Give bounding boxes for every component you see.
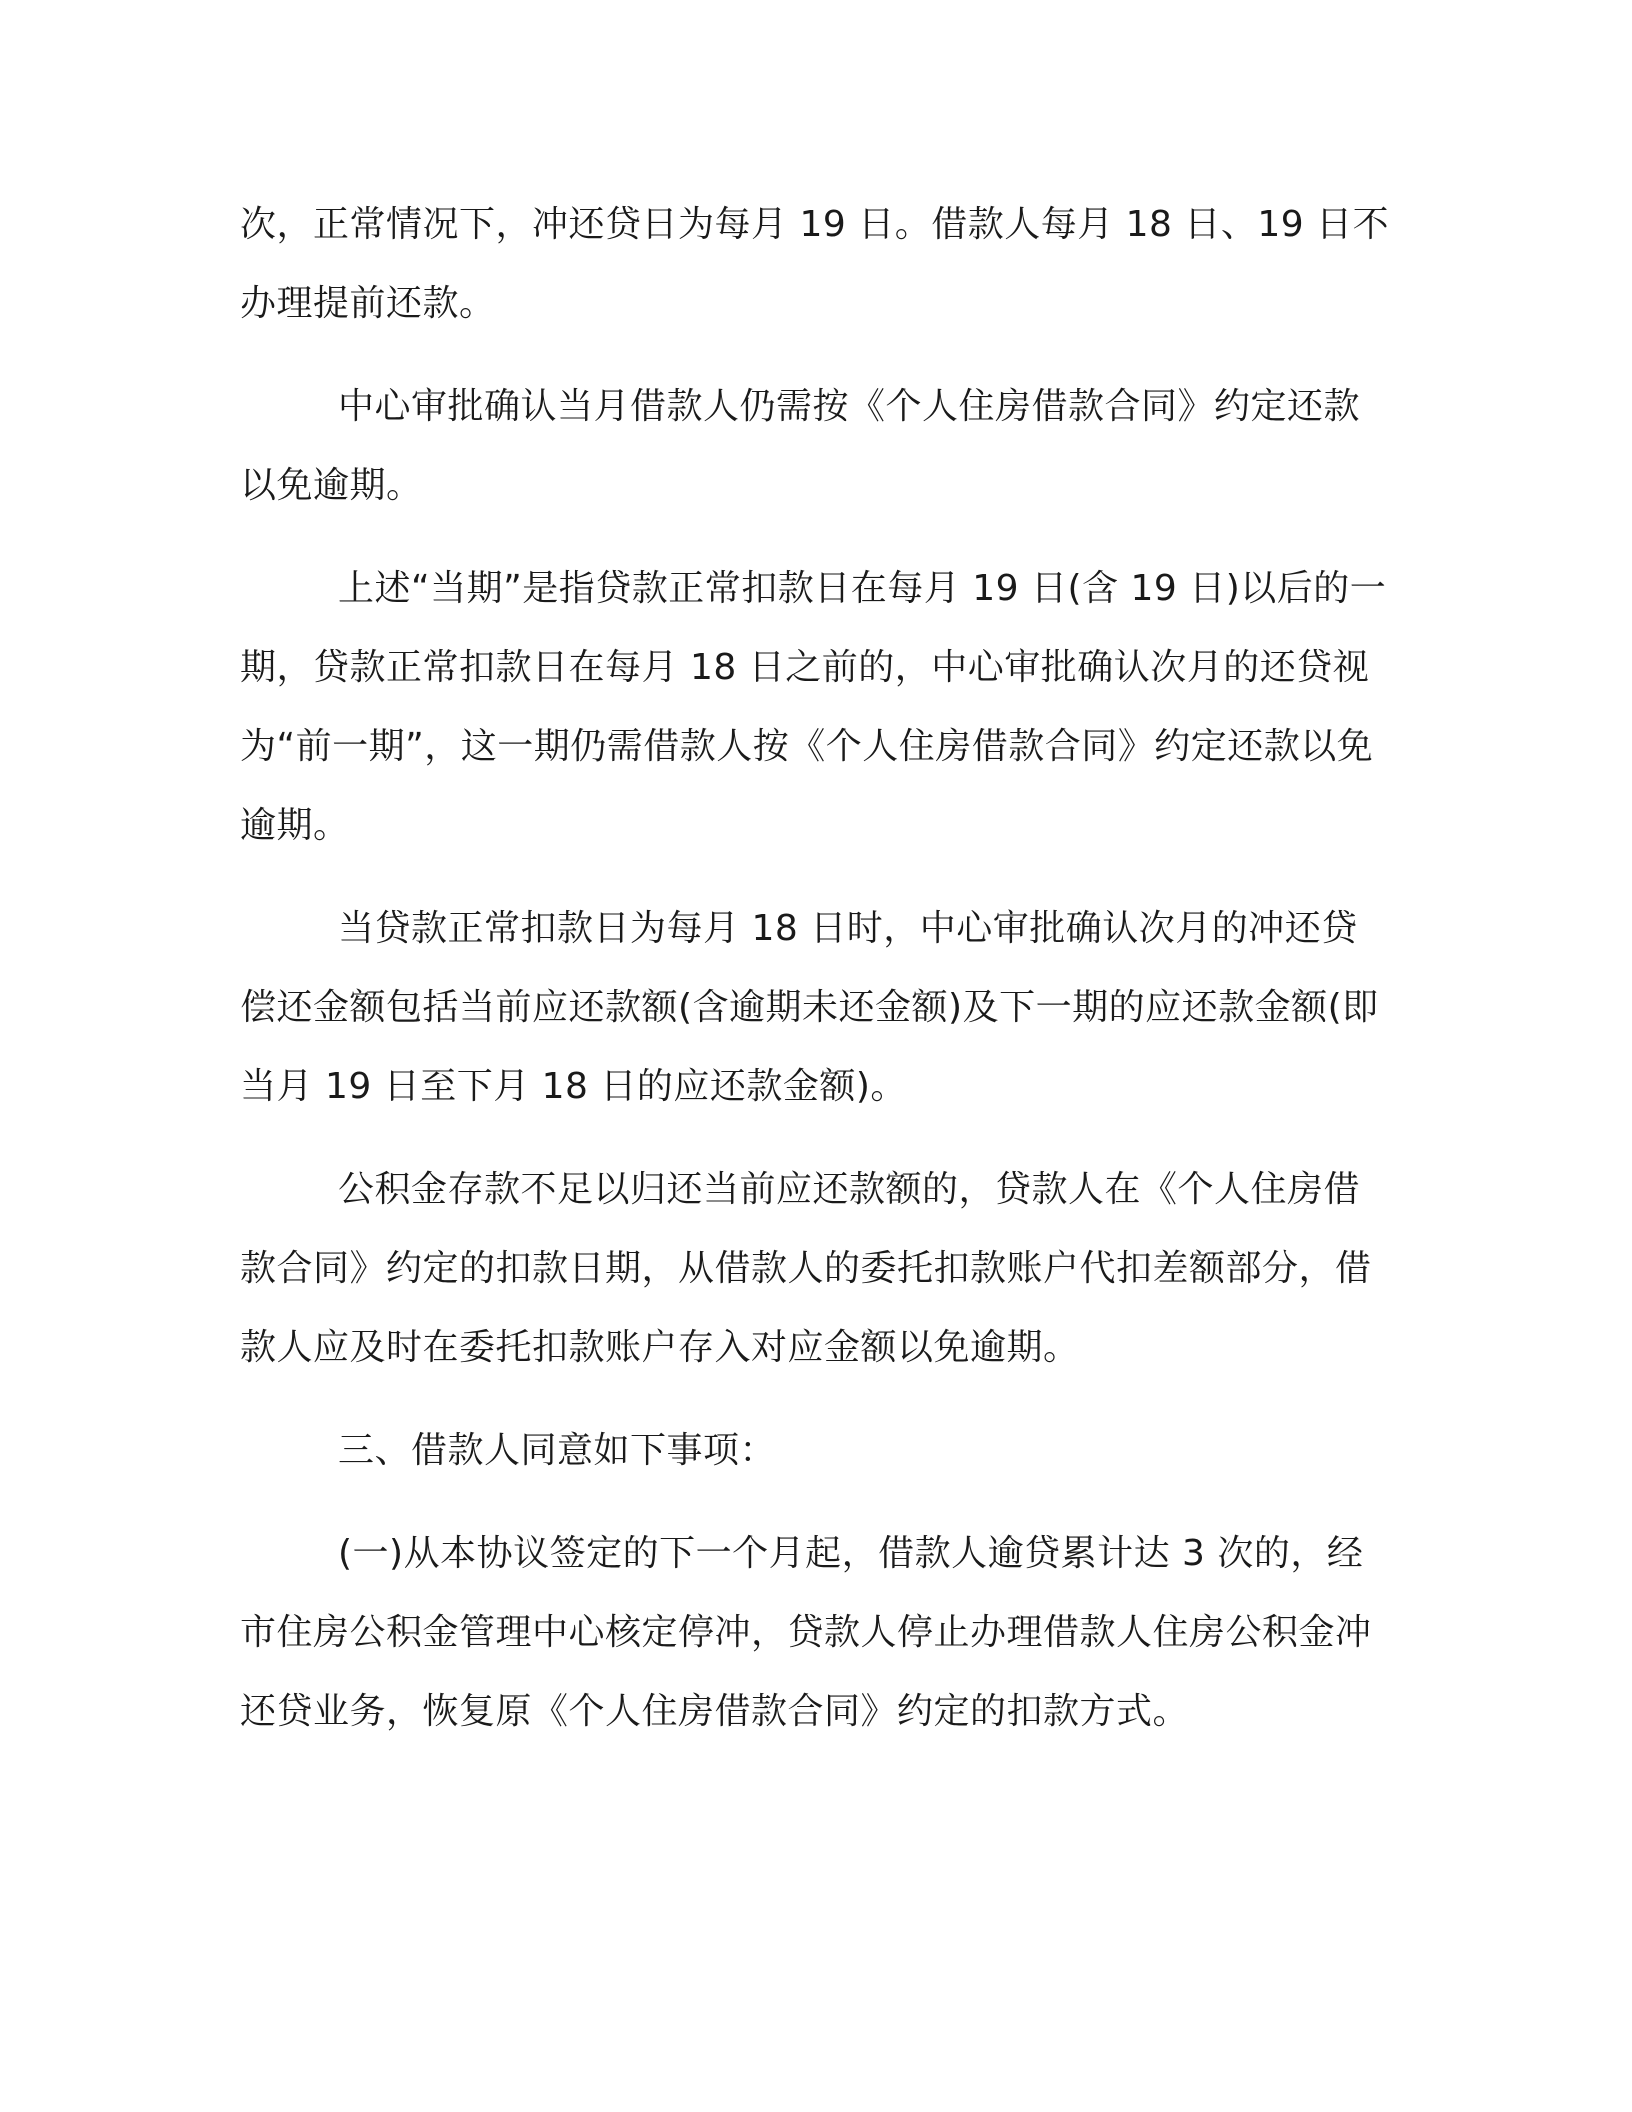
paragraph-current-period-definition: 上述“当期”是指贷款正常扣款日在每月 19 日(含 19 日)以后的一期，贷款正常扣款日在每月 18 日之前的，中心审批确认次月的还贷视为“前一期”，这一期仍需借款人按《个人住房借款合同》约定还款以免逾期。 — [240, 568, 1387, 846]
paragraph-gap — [240, 1126, 1390, 1150]
paragraph-gap — [240, 343, 1390, 367]
paragraph-insufficient-deposit: 公积金存款不足以归还当前应还款额的，贷款人在《个人住房借款合同》约定的扣款日期，从借款人的委托扣款账户代扣差额部分，借款人应及时在委托扣款账户存入对应金额以免逾期。 — [240, 1169, 1372, 1368]
paragraph-gap — [240, 525, 1390, 549]
paragraph-day-18-rule: 当贷款正常扣款日为每月 18 日时，中心审批确认次月的冲还贷偿还金额包括当前应还款额(含逾期未还金额)及下一期的应还款金额(即当月 19 日至下月 18 日的应还款金额)。 — [240, 908, 1379, 1107]
paragraph-item-one: (一)从本协议签定的下一个月起，借款人逾贷累计达 3 次的，经市住房公积金管理中心核定停冲，贷款人停止办理借款人住房公积金冲还贷业务，恢复原《个人住房借款合同》约定的扣款方式。 — [240, 1533, 1372, 1732]
document-page — [240, 185, 1390, 1751]
paragraph-gap — [240, 1387, 1390, 1411]
paragraph-repayment-day: 次，正常情况下，冲还贷日为每月 19 日。借款人每月 18 日、19 日不办理提前还款。 — [240, 204, 1390, 324]
paragraph-gap — [240, 865, 1390, 889]
paragraph-gap — [240, 1490, 1390, 1514]
section-heading-three: 三、借款人同意如下事项： — [338, 1430, 777, 1471]
paragraph-approval-current-month: 中心审批确认当月借款人仍需按《个人住房借款合同》约定还款以免逾期。 — [240, 386, 1361, 506]
